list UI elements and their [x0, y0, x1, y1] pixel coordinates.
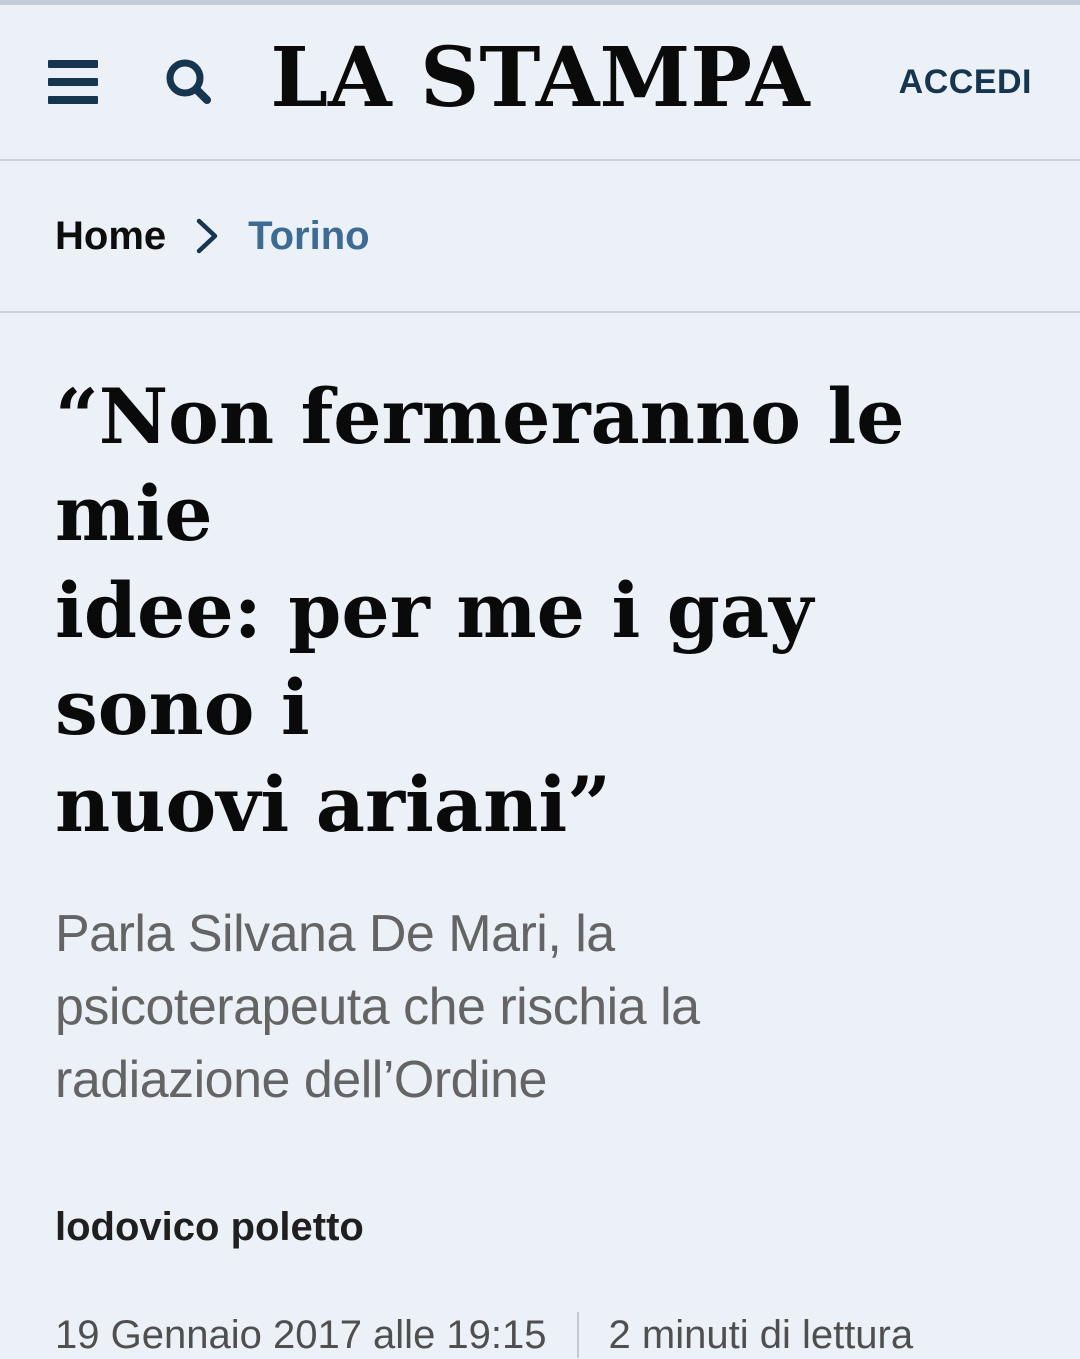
hamburger-bar	[48, 78, 98, 86]
subtitle-line: radiazione dell’Ordine	[55, 1051, 547, 1109]
breadcrumb-torino-link[interactable]: Torino	[248, 213, 370, 258]
breadcrumb-home-link[interactable]: Home	[55, 213, 167, 258]
title-line: nuovi ariani”	[55, 760, 611, 849]
read-time: 2 minuti di lettura	[608, 1313, 914, 1357]
subtitle-line: Parla Silvana De Mari, la	[55, 905, 615, 963]
hamburger-menu-icon[interactable]	[48, 60, 98, 104]
article	[0, 368, 1080, 1359]
article-title	[55, 368, 1030, 853]
hamburger-bar	[48, 96, 98, 104]
site-header	[0, 5, 1080, 159]
meta-divider	[577, 1312, 579, 1358]
article-subtitle	[55, 898, 1030, 1117]
article-meta	[55, 1311, 1030, 1359]
login-button[interactable]: ACCEDI	[898, 62, 1032, 101]
breadcrumb	[0, 159, 1080, 313]
search-icon[interactable]	[164, 57, 214, 107]
chevron-right-icon	[194, 214, 220, 258]
article-author: lodovico poletto	[55, 1205, 364, 1249]
title-line: idee: per me i gay sono i	[55, 566, 814, 752]
title-line: “Non fermeranno le mie	[55, 372, 905, 558]
lastampa-logo[interactable]: LA STAMPA	[270, 30, 810, 127]
article-date: 19 Gennaio 2017 alle 19:15	[55, 1313, 547, 1357]
subtitle-line: psicoterapeuta che rischia la	[55, 978, 700, 1036]
hamburger-bar	[48, 60, 98, 68]
